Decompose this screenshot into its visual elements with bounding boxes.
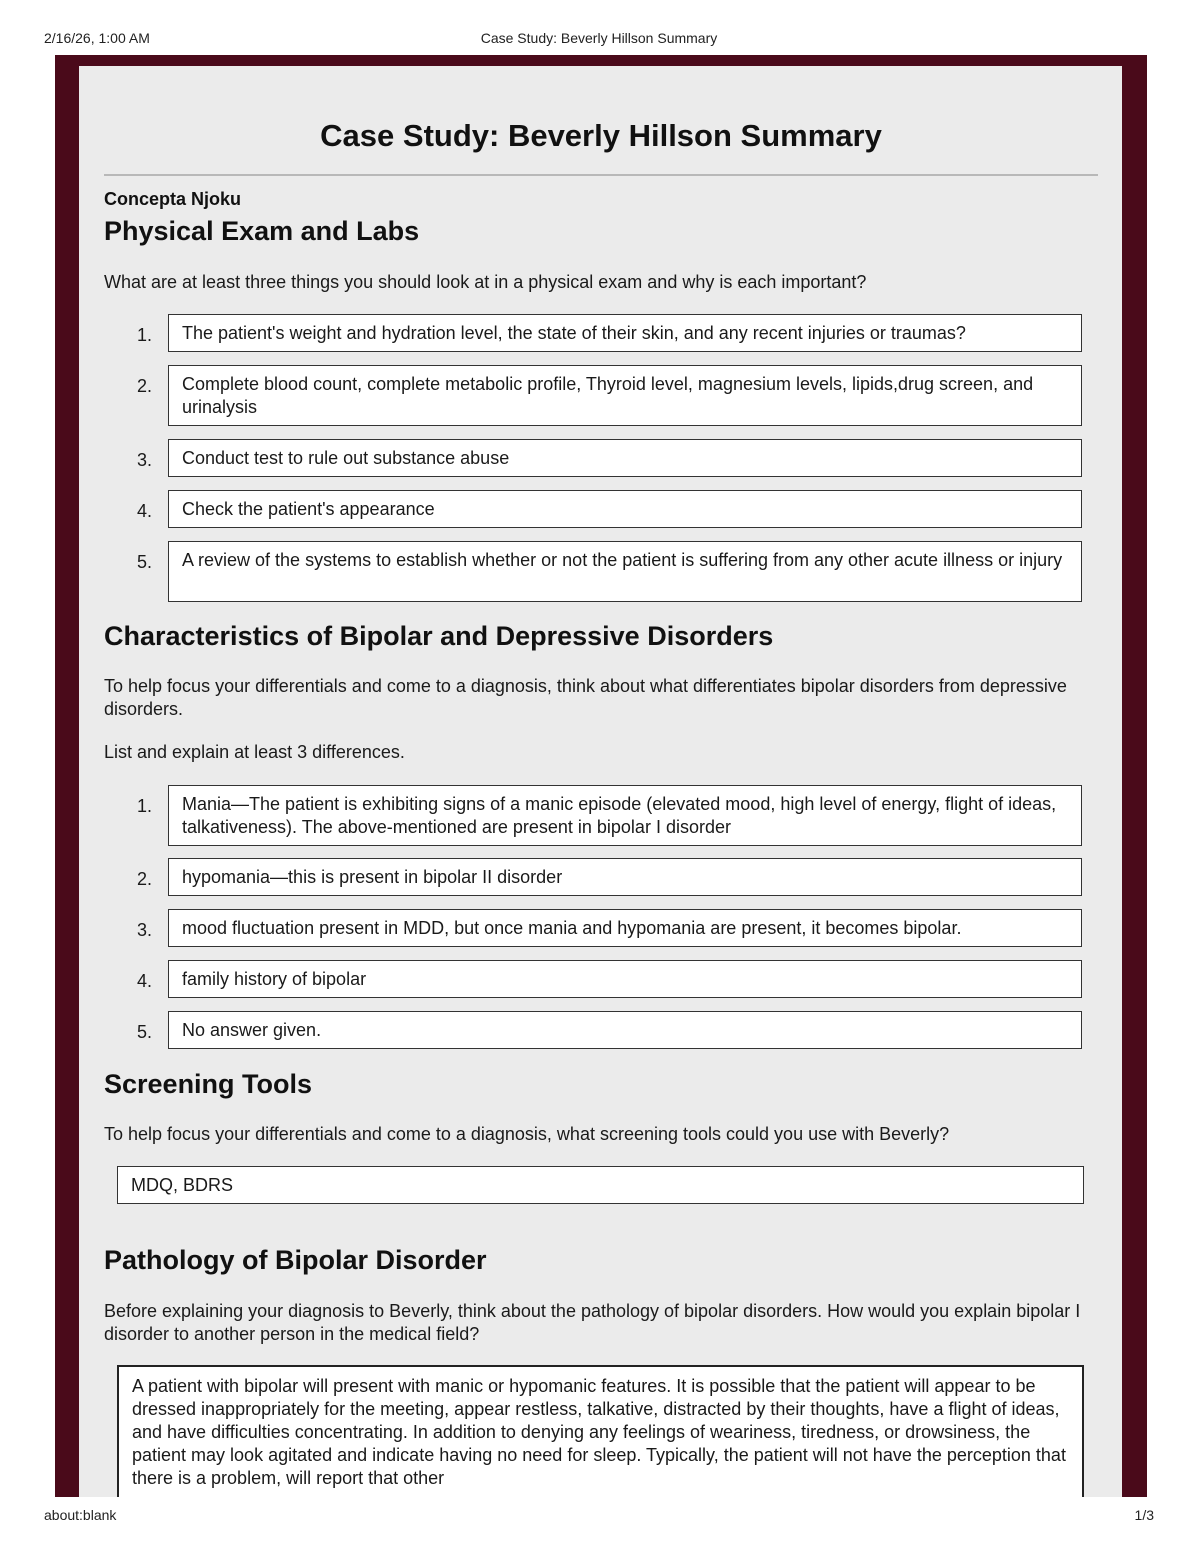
screening-question: To help focus your differentials and come to a diagnosis, what screening tools could you use with Beverly? <box>104 1124 950 1144</box>
document-card <box>79 66 1122 1497</box>
answer-field[interactable]: Complete blood count, complete metabolic profile, Thyroid level, magnesium levels, lipids,drug screen, and urinalysis <box>168 365 1082 426</box>
answer-field[interactable]: family history of bipolar <box>168 960 1082 998</box>
screening-answer-field[interactable]: MDQ, BDRS <box>117 1166 1084 1204</box>
characteristics-question: List and explain at least 3 differences. <box>104 742 405 762</box>
pathology-question: Before explaining your diagnosis to Beverly, think about the pathology of bipolar disorders. How would you explain bipolar I disorder to another person in the medical field? <box>104 1301 1081 1344</box>
list-number: 2. <box>136 376 152 396</box>
list-number: 2. <box>136 869 152 889</box>
print-header <box>44 30 1154 50</box>
answer-field[interactable]: Mania—The patient is exhibiting signs of a manic episode (elevated mood, high level of energy, flight of ideas, talkativeness). The above-mentioned are present in bipolar I disorder <box>168 785 1082 846</box>
section-title-pathology: Pathology of Bipolar Disorder <box>104 1245 487 1275</box>
section-title-physical-exam: Physical Exam and Labs <box>104 216 420 246</box>
section-title-characteristics: Characteristics of Bipolar and Depressive Disorders <box>104 621 774 651</box>
answer-field[interactable]: A review of the systems to establish whether or not the patient is suffering from any other acute illness or injury <box>168 541 1082 602</box>
print-url: about:blank <box>44 1507 117 1523</box>
title-divider <box>104 174 1098 176</box>
physical-exam-question: What are at least three things you should look at in a physical exam and why is each important? <box>104 272 867 292</box>
list-number: 5. <box>136 1022 152 1042</box>
pathology-answer-field[interactable]: A patient with bipolar will present with manic or hypomanic features. It is possible that the patient will appear to be dressed inappropriately for the meeting, appear restless, talkative, distracted by their thoughts, have a flight of ideas, and have difficulties concentrating. In addition to denying any feelings of weariness, tiredness, or drowsiness, the patient may look agitated and indicate having no need for sleep. Typically, the patient will not have the perception that there is a problem, will report that other <box>117 1365 1084 1497</box>
list-number: 3. <box>136 450 152 470</box>
list-number: 3. <box>136 920 152 940</box>
section-title-screening: Screening Tools <box>104 1069 313 1099</box>
print-footer <box>44 1507 1154 1527</box>
characteristics-intro: To help focus your differentials and come to a diagnosis, think about what differentiates bipolar disorders from depressive disorders. <box>104 676 1067 719</box>
list-number: 1. <box>136 325 152 345</box>
answer-field[interactable]: The patient's weight and hydration level, the state of their skin, and any recent injuries or traumas? <box>168 314 1082 352</box>
list-number: 4. <box>136 501 152 521</box>
print-page-number: 1/3 <box>1134 1507 1154 1523</box>
answer-field[interactable]: Check the patient's appearance <box>168 490 1082 528</box>
answer-field[interactable]: mood fluctuation present in MDD, but once mania and hypomania are present, it becomes bipolar. <box>168 909 1082 947</box>
author-name: Concepta Njoku <box>104 189 242 209</box>
list-number: 1. <box>136 796 152 816</box>
print-page-title: Case Study: Beverly Hillson Summary <box>480 30 718 46</box>
answer-field[interactable]: hypomania—this is present in bipolar II disorder <box>168 858 1082 896</box>
answer-field[interactable]: No answer given. <box>168 1011 1082 1049</box>
list-number: 4. <box>136 971 152 991</box>
answer-field[interactable]: Conduct test to rule out substance abuse <box>168 439 1082 477</box>
document-frame <box>55 55 1147 1497</box>
list-number: 5. <box>136 552 152 572</box>
print-datetime: 2/16/26, 1:00 AM <box>44 30 150 46</box>
document-title: Case Study: Beverly Hillson Summary <box>320 118 882 153</box>
